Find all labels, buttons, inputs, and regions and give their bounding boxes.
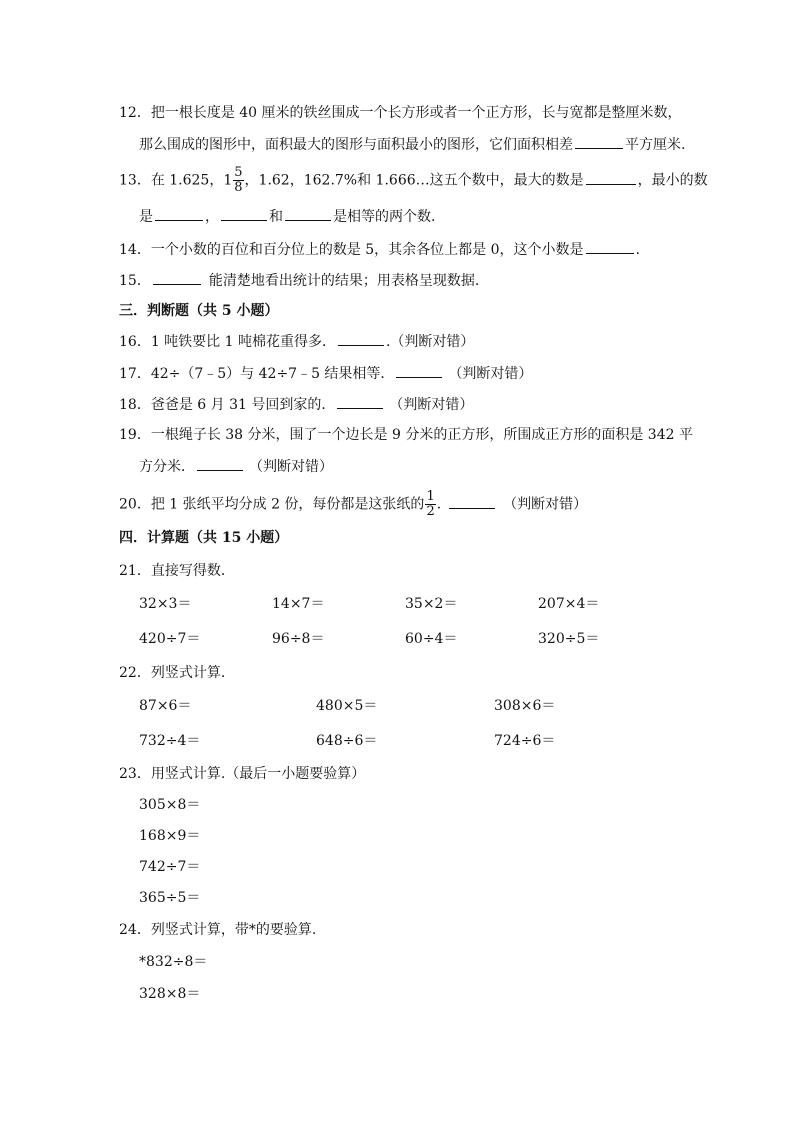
question-23-text: 23．用竖式计算.（最后一小题要验算） <box>119 766 366 782</box>
calc-item: 305×8＝ <box>139 797 201 813</box>
calc-item: 168×9＝ <box>139 828 201 844</box>
calc-item: 328×8＝ <box>139 986 201 1002</box>
section-4-title: 四．计算题（共 15 小题） <box>119 530 289 546</box>
question-19-line-2 <box>139 456 333 477</box>
question-22-title <box>119 663 225 683</box>
calc-item: *832÷8＝ <box>139 954 208 970</box>
fraction-denominator: 2 <box>426 504 435 519</box>
question-17 <box>119 363 532 384</box>
question-19-text-2: 方分米． <box>139 459 195 475</box>
question-12-text-2: 那么围成的图形中，面积最大的图形与面积最小的图形，它们面积相差 <box>139 137 573 153</box>
calc-item: 480×5＝ <box>316 698 378 714</box>
question-13-text-a: 是 <box>139 209 153 225</box>
question-15-prefix: 15． <box>119 273 151 289</box>
calc-item: 308×6＝ <box>494 698 556 714</box>
question-20 <box>119 490 587 519</box>
question-13-prefix: 13．在 1.625，1 <box>119 172 233 189</box>
question-15-text: 能清楚地看出统计的结果；用表格呈现数据. <box>208 273 480 289</box>
calc-item: 732÷4＝ <box>139 733 201 749</box>
question-21-text: 21．直接写得数. <box>119 563 226 579</box>
answer-blank[interactable] <box>575 134 623 149</box>
calc-item: 742÷7＝ <box>139 859 201 875</box>
question-20-period: . <box>436 496 442 513</box>
question-13-text-b: ， <box>205 209 219 225</box>
question-13-line-2 <box>139 206 435 227</box>
question-13-text-d: 是相等的两个数. <box>333 209 436 225</box>
question-12-unit: 平方厘米. <box>625 137 686 153</box>
calc-item: 320÷5＝ <box>538 631 600 647</box>
question-16 <box>119 331 474 352</box>
question-19-line-1 <box>119 425 693 445</box>
question-17-text: 17．42÷（7﹣5）与 42÷7﹣5 结果相等． <box>119 366 395 382</box>
calc-item: 207×4＝ <box>538 596 600 612</box>
answer-blank[interactable] <box>285 206 331 221</box>
calc-item: 724÷6＝ <box>494 733 556 749</box>
answer-blank[interactable] <box>153 270 201 285</box>
fraction-denominator: 8 <box>234 180 243 195</box>
calc-item: 648÷6＝ <box>316 733 378 749</box>
section-3-title: 三．判断题（共 5 小题） <box>119 303 279 319</box>
answer-blank[interactable] <box>396 363 442 378</box>
question-22-text: 22．列竖式计算. <box>119 665 226 681</box>
fraction-one-half <box>425 490 435 519</box>
section-3-heading <box>119 301 279 321</box>
calc-item: 96÷8＝ <box>272 631 325 647</box>
question-14 <box>119 239 640 260</box>
question-17-tail: （判断对错） <box>448 366 533 382</box>
question-21-title <box>119 561 225 581</box>
question-13-tail: ，最小的数 <box>637 172 708 189</box>
question-18-tail: （判断对错） <box>389 397 474 413</box>
answer-blank[interactable] <box>197 456 243 471</box>
fraction-five-eighths <box>233 166 243 195</box>
calc-item: 420÷7＝ <box>139 631 201 647</box>
calc-item: 60÷4＝ <box>405 631 458 647</box>
fraction-numerator: 1 <box>426 489 435 504</box>
question-19-text: 19．一根绳子长 38 分米，围了一个边长是 9 分米的正方形，所围成正方形的面积是 342 平 <box>119 427 693 443</box>
question-23-title <box>119 764 365 784</box>
question-20-text: 20．把 1 张纸平均分成 2 份，每份都是这张纸的 <box>119 496 425 513</box>
question-15 <box>119 270 479 291</box>
question-12-line-2 <box>139 134 685 155</box>
calc-item: 35×2＝ <box>405 596 458 612</box>
question-16-text: 16．1 吨铁要比 1 吨棉花重得多． <box>119 334 336 350</box>
calc-item: 87×6＝ <box>139 698 192 714</box>
question-12-text: 12．把一根长度是 40 厘米的铁丝围成一个长方形或者一个正方形，长与宽都是整厘米数， <box>119 105 682 121</box>
question-20-tail: （判断对错） <box>503 496 588 513</box>
answer-blank[interactable] <box>449 494 495 509</box>
question-24-title <box>119 920 316 940</box>
question-12-line-1 <box>119 103 682 123</box>
question-14-tail: . <box>635 242 640 258</box>
answer-blank[interactable] <box>586 239 634 254</box>
question-16-tail: .（判断对错） <box>385 334 475 350</box>
question-13-mid: ，1.62，162.7%和 1.666…这五个数中，最大的数是 <box>244 172 584 189</box>
question-13-line-1 <box>119 166 708 195</box>
calc-item: 14×7＝ <box>272 596 325 612</box>
question-18 <box>119 394 473 415</box>
fraction-numerator: 5 <box>234 165 243 180</box>
answer-blank[interactable] <box>586 170 636 185</box>
answer-blank[interactable] <box>155 206 203 221</box>
calc-item: 32×3＝ <box>139 596 192 612</box>
answer-blank[interactable] <box>221 206 267 221</box>
question-13-text-c: 和 <box>269 209 283 225</box>
question-18-text: 18．爸爸是 6 月 31 号回到家的． <box>119 397 336 413</box>
question-14-text: 14．一个小数的百位和百分位上的数是 5，其余各位上都是 0，这个小数是 <box>119 242 584 258</box>
question-24-text: 24．列竖式计算，带*的要验算. <box>119 922 317 938</box>
calc-item: 365÷5＝ <box>139 890 201 906</box>
section-4-heading <box>119 528 288 548</box>
question-19-tail: （判断对错） <box>249 459 333 475</box>
answer-blank[interactable] <box>338 331 384 346</box>
answer-blank[interactable] <box>337 394 383 409</box>
